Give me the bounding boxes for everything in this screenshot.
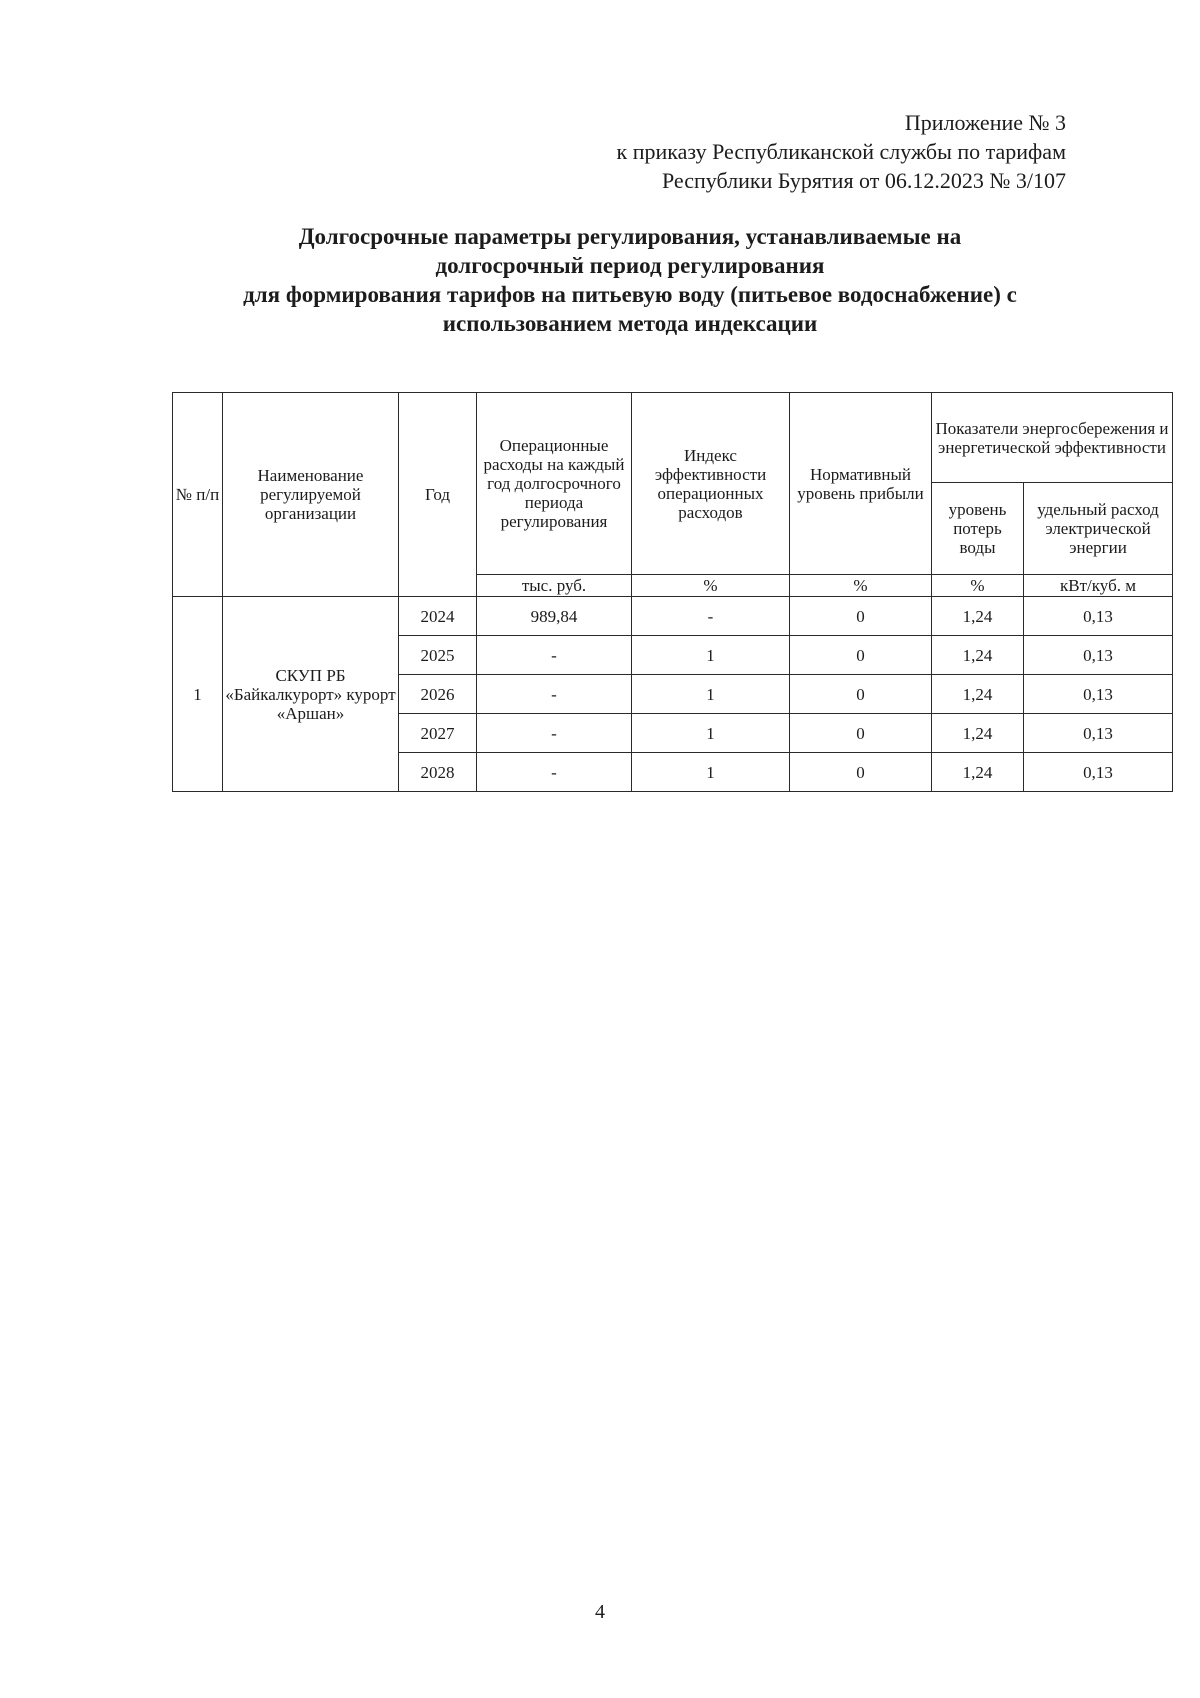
header-number: № п/п [173,393,223,597]
title-line-2: долгосрочный период регулирования [435,253,825,278]
cell-opex: - [477,675,632,714]
cell-opex: - [477,714,632,753]
header-energy-indicators: Показатели энергосбережения и энергетической эффективности [932,393,1173,483]
appendix-order-date: Республики Бурятия от 06.12.2023 № 3/107 [661,168,1066,193]
cell-electricity: 0,13 [1024,636,1173,675]
cell-opex: 989,84 [477,597,632,636]
appendix-number: Приложение № 3 [904,110,1066,135]
appendix-header [366,108,1066,195]
title-line-1: Долгосрочные параметры регулирования, устанавливаемые на [298,224,962,249]
unit-opex: тыс. руб. [477,575,632,597]
unit-electricity: кВт/куб. м [1024,575,1173,597]
header-water-losses: уровень потерь воды [932,483,1024,575]
cell-electricity: 0,13 [1024,597,1173,636]
row-number: 1 [173,597,223,792]
header-year: Год [399,393,477,597]
cell-year: 2025 [399,636,477,675]
cell-profit: 0 [790,714,932,753]
header-organization: Наименование регулируемой организации [223,393,399,597]
cell-electricity: 0,13 [1024,753,1173,792]
unit-index: % [632,575,790,597]
cell-year: 2027 [399,714,477,753]
document-title [130,222,1130,338]
cell-losses: 1,24 [932,597,1024,636]
cell-index: 1 [632,636,790,675]
page-number: 4 [595,1601,605,1623]
title-line-3: для формирования тарифов на питьевую воду (питьевое водоснабжение) с [243,282,1017,307]
title-line-4: использованием метода индексации [442,311,818,336]
header-electricity-consumption: удельный расход электрической энергии [1024,483,1173,575]
cell-profit: 0 [790,753,932,792]
cell-losses: 1,24 [932,714,1024,753]
cell-electricity: 0,13 [1024,714,1173,753]
unit-profit: % [790,575,932,597]
cell-index: 1 [632,753,790,792]
cell-electricity: 0,13 [1024,675,1173,714]
regulation-parameters-table [172,392,1173,792]
appendix-order-line: к приказу Республиканской службы по тарифам [616,139,1066,164]
header-row-top [173,393,1173,483]
cell-profit: 0 [790,636,932,675]
cell-index: 1 [632,675,790,714]
cell-year: 2026 [399,675,477,714]
cell-index: - [632,597,790,636]
cell-profit: 0 [790,675,932,714]
cell-profit: 0 [790,597,932,636]
cell-year: 2028 [399,753,477,792]
header-efficiency-index: Индекс эффективности операционных расходов [632,393,790,575]
header-opex: Операционные расходы на каждый год долгосрочного периода регулирования [477,393,632,575]
table-row [173,597,1173,636]
cell-losses: 1,24 [932,753,1024,792]
cell-losses: 1,24 [932,675,1024,714]
unit-losses: % [932,575,1024,597]
cell-opex: - [477,636,632,675]
cell-losses: 1,24 [932,636,1024,675]
cell-year: 2024 [399,597,477,636]
cell-index: 1 [632,714,790,753]
organization-name: СКУП РБ «Байкалкурорт» курорт «Аршан» [223,597,399,792]
cell-opex: - [477,753,632,792]
header-profit-level: Нормативный уровень прибыли [790,393,932,575]
